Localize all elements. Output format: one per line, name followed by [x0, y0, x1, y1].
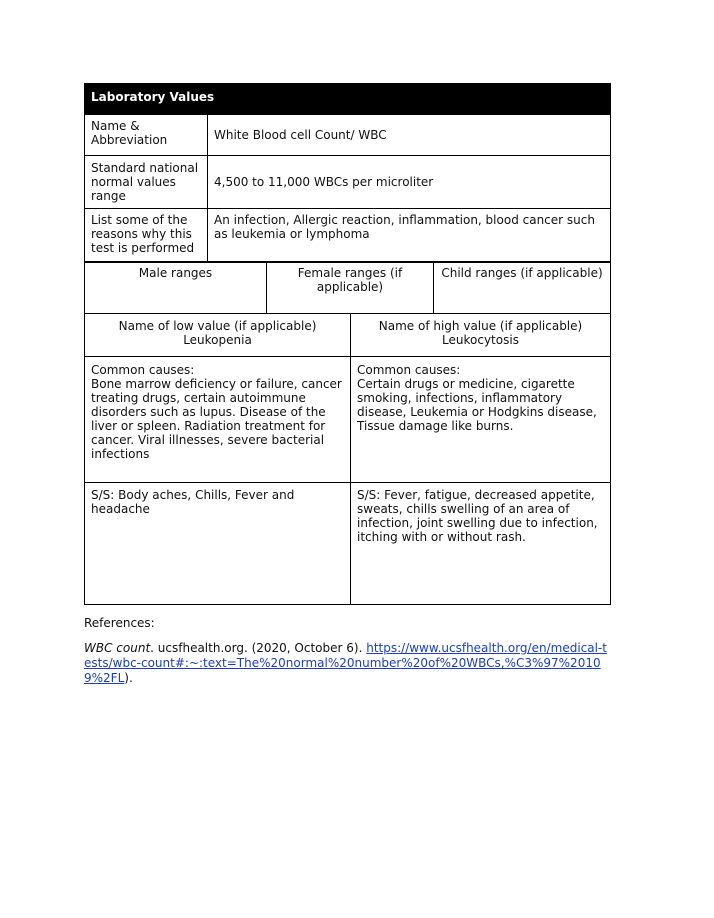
low-causes-cell	[85, 357, 350, 482]
high-causes-label: Common causes:	[357, 363, 461, 377]
child-ranges: Child ranges (if applicable)	[433, 263, 610, 313]
normal-row	[84, 156, 611, 209]
reasons-value: An infection, Allergic reaction, inflammation, blood cancer such as leukemia or lymphoma	[214, 213, 595, 241]
high-symptoms: S/S: Fever, fatigue, decreased appetite, sweats, chills swelling of an area of infection, joint swelling due to infection, itching with or without rash.	[350, 483, 610, 604]
high-causes-text: Certain drugs or medicine, cigarette smoking, infections, inflammatory disease, Leukemia or Hodgkins disease, Tissue damage like burns.	[357, 377, 597, 433]
name-label: Name & Abbreviation	[85, 115, 208, 155]
reference-end: ).	[124, 671, 133, 685]
reference-entry	[84, 641, 614, 686]
low-symptoms: S/S: Body aches, Chills, Fever and headache	[91, 488, 295, 516]
ranges-row	[84, 262, 611, 314]
high-value-cell	[350, 314, 610, 356]
table-title: Laboratory Values	[84, 83, 611, 115]
symptoms-row	[84, 483, 611, 605]
reasons-label: List some of the reasons why this test is performed	[85, 209, 208, 261]
high-causes-cell	[350, 357, 610, 482]
male-ranges: Male ranges	[138, 266, 213, 280]
high-value-name: Leukocytosis	[442, 333, 519, 347]
low-causes-text: Bone marrow deficiency or failure, cancer treating drugs, certain autoimmune disorders such as lupus. Disease of the liver or spleen. Radiation treatment for cancer. Viral illnesses, severe bacterial infections	[91, 377, 342, 461]
reference-title: WBC count	[84, 641, 151, 655]
name-value: White Blood cell Count/ WBC	[214, 128, 387, 142]
normal-value: 4,500 to 11,000 WBCs per microliter	[214, 175, 434, 189]
lab-values-table	[84, 83, 611, 605]
female-ranges: Female ranges (if applicable)	[266, 263, 433, 313]
low-causes-label: Common causes:	[91, 363, 195, 377]
low-value-header: Name of low value (if applicable)	[118, 319, 317, 333]
low-value-cell	[85, 314, 350, 356]
causes-row	[84, 357, 611, 483]
low-value-name: Leukopenia	[183, 333, 252, 347]
reference-source: . ucsfhealth.org. (2020, October 6).	[150, 641, 367, 655]
reasons-row	[84, 209, 611, 262]
references-section	[84, 616, 614, 686]
high-value-header: Name of high value (if applicable)	[378, 319, 583, 333]
references-heading: References:	[84, 616, 155, 630]
name-row	[84, 115, 611, 156]
value-names-row	[84, 314, 611, 357]
normal-label: Standard national normal values range	[85, 156, 208, 208]
reference-link[interactable]: https://www.ucsfhealth.org/en/medical-tests/wbc-count#:~:text=The%20normal%20number%20of%20WBCs,%C3%97%20109%2FL	[84, 641, 607, 685]
